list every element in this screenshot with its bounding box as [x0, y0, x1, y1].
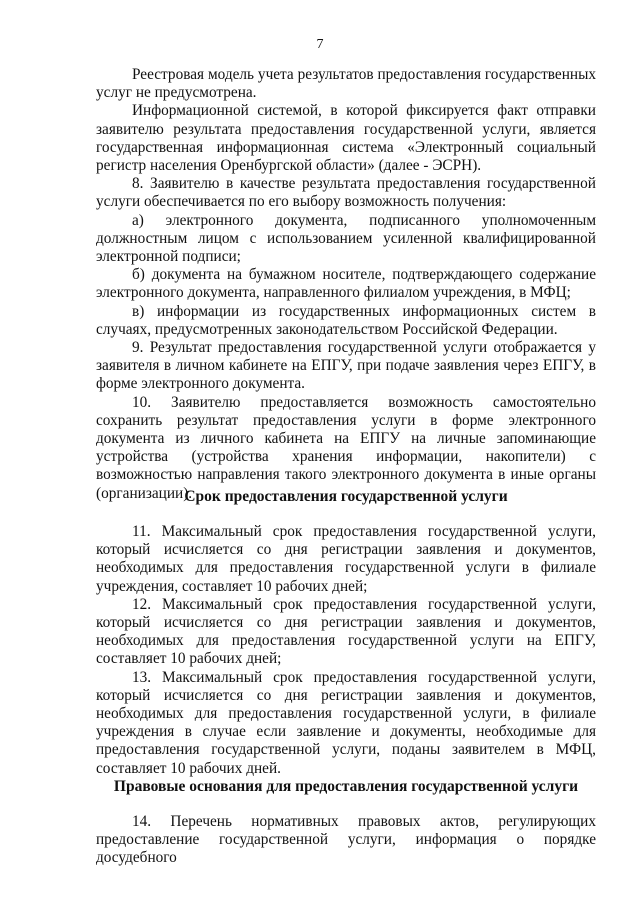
section-legal	[96, 813, 596, 868]
paragraph: 12. Максимальный срок предоставления государственной услуги, который исчисляется со дня регистрации заявления и документов, необходимых для предоставления государственной услуги на ЕПГУ, составляет 10 рабочих дней;	[96, 595, 596, 668]
paragraph: 9. Результат предоставления государственной услуги отображается у заявителя в личном кабинете на ЕПГУ, при подаче заявления через ЕПГУ, в форме электронного документа.	[96, 339, 596, 393]
paragraph: 11. Максимальный срок предоставления государственной услуги, который исчисляется со дня регистрации заявления и документов, необходимых для предоставления государственной услуги в филиале учреждения, составляет 10 рабочих дней;	[96, 523, 596, 595]
page-number: 7	[316, 37, 324, 52]
paragraph: 10. Заявителю предоставляется возможность самостоятельно сохранить результат предоставления услуги в форме электронного документа из личного кабинета на ЕПГУ на личные запоминающие устройства (устройства хранения информации, накопители) с возможностью направления такого электронного документа в иные органы (организации).	[96, 393, 596, 502]
paragraph: 8. Заявителю в качестве результата предоставления государственной услуги обеспечивается по его выбору возможность получения:	[96, 175, 596, 211]
paragraph: 13. Максимальный срок предоставления государственной услуги, который исчисляется со дня регистрации заявления и документов, необходимых для предоставления государственной услуги, в филиале учреждения в случае если заявление и документы, необходимые для предоставления государственной услуги, поданы заявителем в МФЦ, составляет 10 рабочих дней.	[96, 668, 596, 777]
paragraph: Информационной системой, в которой фиксируется факт отправки заявителю результата предоставления государственной услуги, является государственная информационная система «Электронный социальный регистр населения Оренбургской области» (далее - ЭСРН).	[96, 102, 596, 175]
section-term	[96, 523, 596, 778]
paragraph: в) информации из государственных информационных систем в случаях, предусмотренных законодательством Российской Федерации.	[96, 302, 596, 338]
paragraph: б) документа на бумажном носителе, подтверждающего содержание электронного документа, направленного филиалом учреждения, в МФЦ;	[96, 266, 596, 302]
paragraph: 14. Перечень нормативных правовых актов, регулирующих предоставление государственной услуги, информация о порядке досудебного	[96, 813, 596, 867]
section-heading-legal: Правовые основания для предоставления государственной услуги	[113, 778, 579, 795]
paragraph: Реестровая модель учета результатов предоставления государственных услуг не предусмотрена.	[96, 66, 596, 102]
paragraph: а) электронного документа, подписанного уполномоченным должностным лицом с использованием усиленной квалифицированной электронной подписи;	[96, 211, 596, 266]
section-result	[96, 66, 596, 503]
section-heading-term: Срок предоставления государственной услуги	[184, 488, 508, 505]
